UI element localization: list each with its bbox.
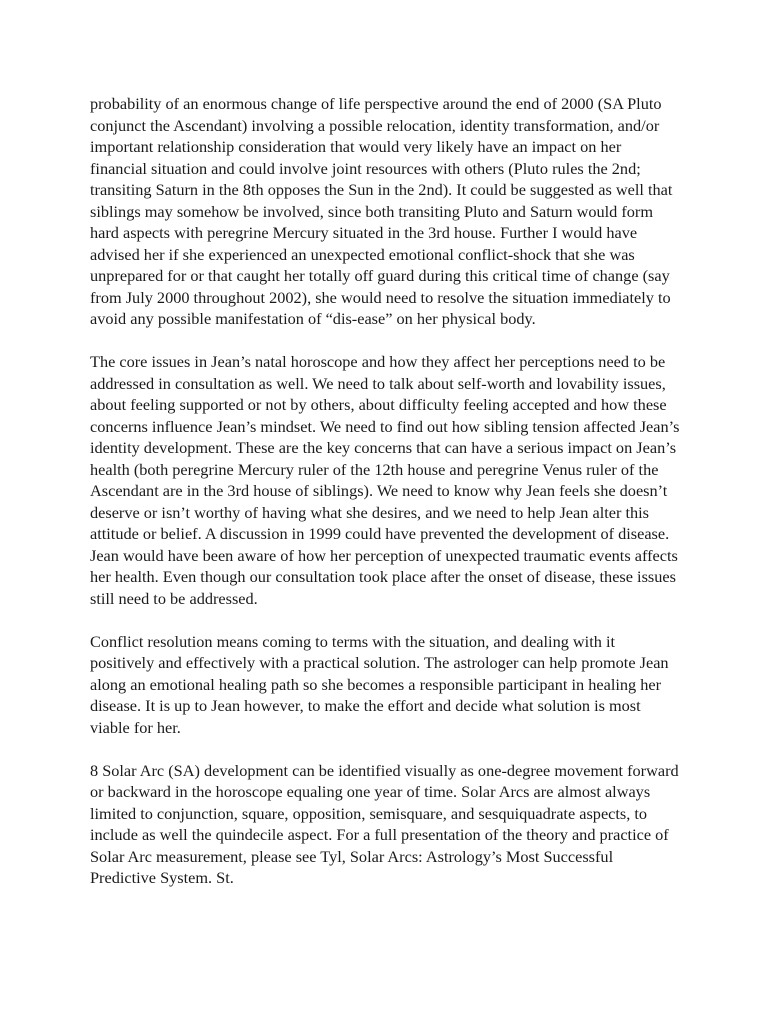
- paragraph-core-issues: The core issues in Jean’s natal horoscope and how they affect her perceptions need to be addressed in consultation as well. We need to talk about self-worth and lovability issues, about feeling supported or not by others, about difficulty feeling accepted and how these concerns influence Jean’s mindset. We need to find out how sibling tension affected Jean’s identity development. These are the key concerns that can have a serious impact on Jean’s health (both peregrine Mercury ruler of the 12th house and peregrine Venus ruler of the Ascendant are in the 3rd house of siblings). We need to know why Jean feels she doesn’t deserve or isn’t worthy of having what she desires, and we need to help Jean alter this attitude or belief. A discussion in 1999 could have prevented the development of disease. Jean would have been aware of how her perception of unexpected traumatic events affects her health. Even though our consultation took place after the onset of disease, these issues still need to be addressed.: [90, 352, 680, 608]
- paragraph-life-perspective: probability of an enormous change of life perspective around the end of 2000 (SA Pluto conjunct the Ascendant) involving a possible relocation, identity transformation, and/or important relationship consideration that would very likely have an impact on her financial situation and could involve joint resources with others (Pluto rules the 2nd; transiting Saturn in the 8th opposes the Sun in the 2nd). It could be suggested as well that siblings may somehow be involved, since both transiting Pluto and Saturn would form hard aspects with peregrine Mercury situated in the 3rd house. Further I would have advised her if she experienced an unexpected emotional conflict-shock that she was unprepared for or that caught her totally off guard during this critical time of change (say from July 2000 throughout 2002), she would need to resolve the situation immediately to avoid any possible manifestation of “dis-ease” on her physical body.: [90, 94, 673, 328]
- footnote-solar-arc: 8 Solar Arc (SA) development can be identified visually as one-degree movement forward or backward in the horoscope equaling one year of time. Solar Arcs are almost always limited to conjunction, square, opposition, semisquare, and sesquiquadrate aspects, to include as well the quindecile aspect. For a full presentation of the theory and practice of Solar Arc measurement, please see Tyl, Solar Arcs: Astrology’s Most Successful Predictive System. St.: [90, 760, 679, 887]
- document-page: [90, 93, 682, 889]
- paragraph-conflict-resolution: Conflict resolution means coming to terms with the situation, and dealing with it positively and effectively with a practical solution. The astrologer can help promote Jean along an emotional healing path so she becomes a responsible participant in healing her disease. It is up to Jean however, to make the effort and decide what solution is most viable for her.: [90, 631, 669, 737]
